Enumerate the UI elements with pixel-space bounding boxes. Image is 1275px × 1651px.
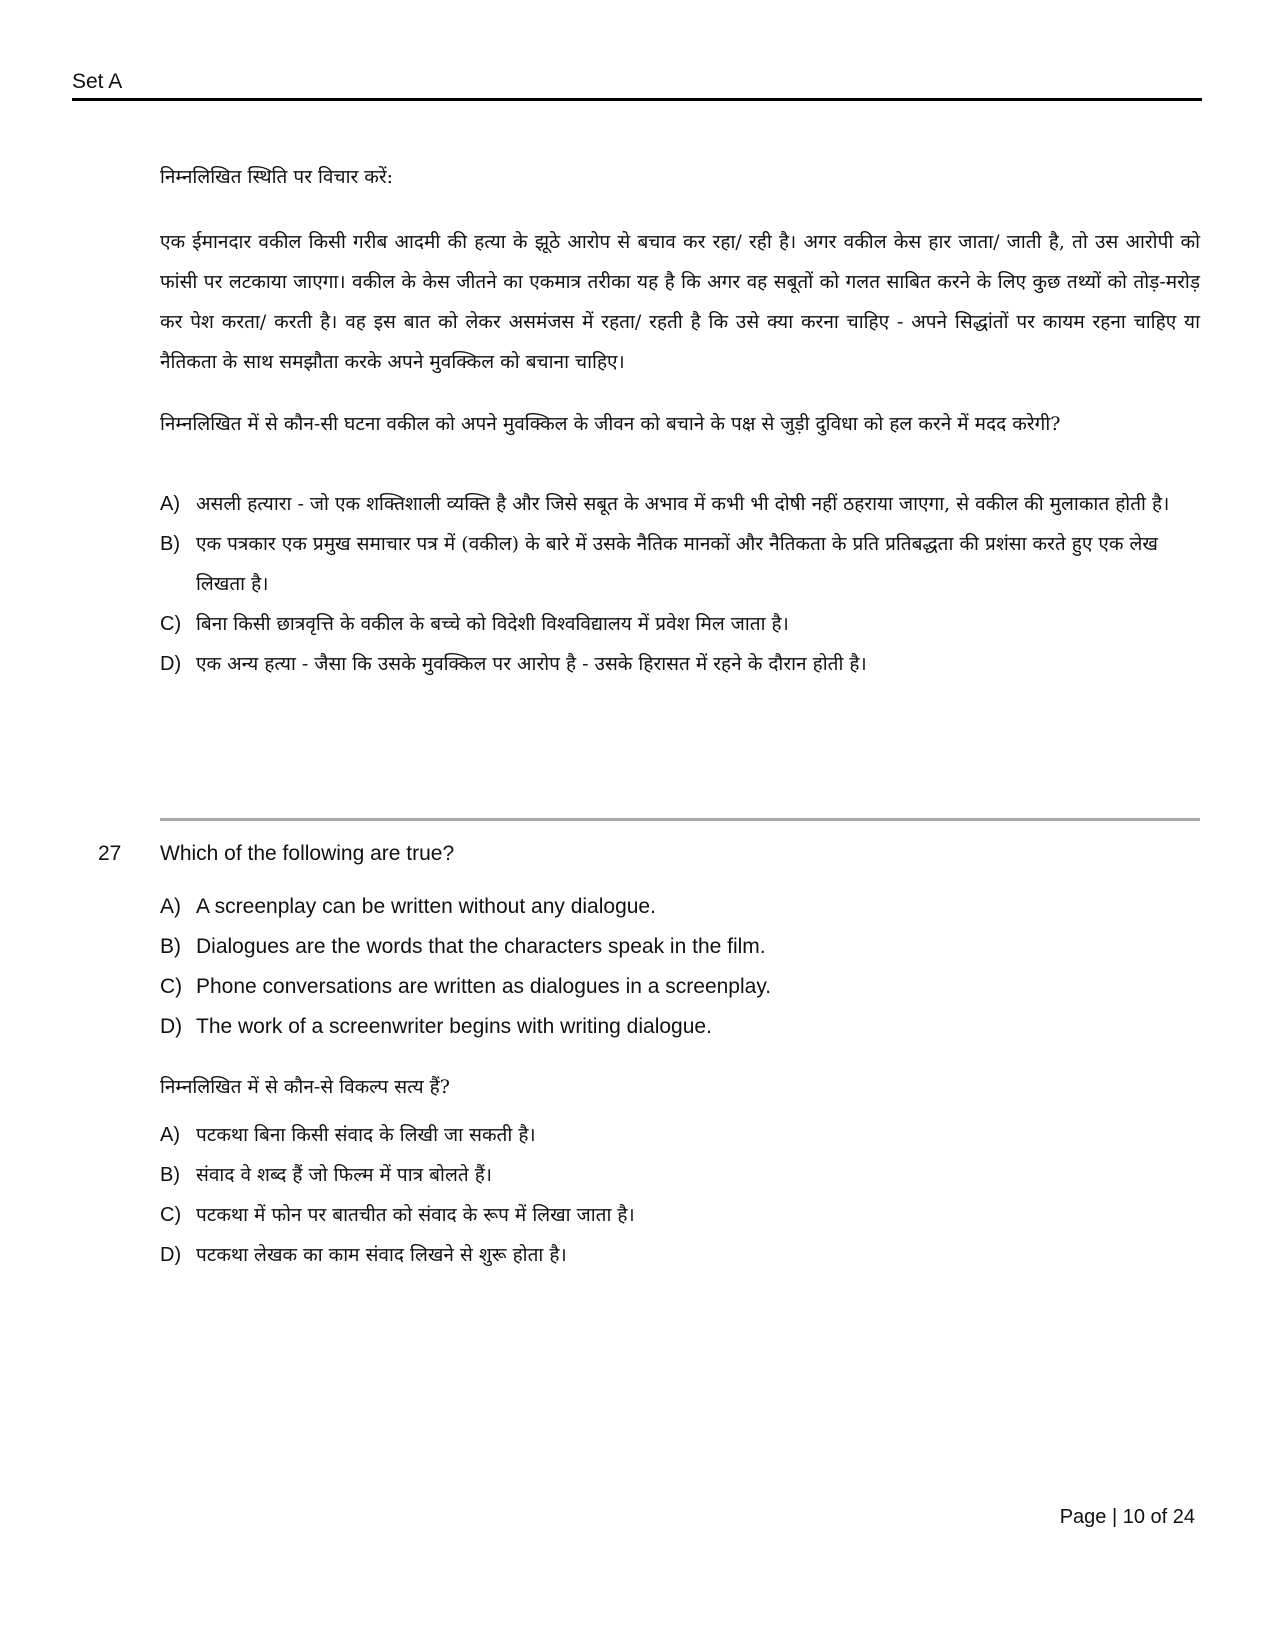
option-letter: A) bbox=[160, 493, 180, 515]
option-text: पटकथा में फोन पर बातचीत को संवाद के रूप में लिखा जाता है। bbox=[196, 1204, 635, 1226]
set-label: Set A bbox=[72, 70, 123, 93]
option-letter: D) bbox=[160, 653, 182, 675]
option-text: एक पत्रकार एक प्रमुख समाचार पत्र में (वकील) के बारे में उसके नैतिक मानकों और नैतिकता के प्रति प्रतिबद्धता की प्रशंसा करते हुए एक लेख लिखता है। bbox=[196, 533, 1158, 595]
option-d-hi[interactable] bbox=[160, 1235, 1208, 1275]
option-letter: C) bbox=[160, 613, 182, 635]
option-letter: C) bbox=[160, 1204, 182, 1226]
option-list-en bbox=[160, 887, 1208, 1047]
option-text: बिना किसी छात्रवृत्ति के वकील के बच्चे को विदेशी विश्वविद्यालय में प्रवेश मिल जाता है। bbox=[196, 613, 789, 635]
option-letter: D) bbox=[160, 1244, 182, 1266]
question-text: निम्नलिखित में से कौन-सी घटना वकील को अपने मुवक्किल के जीवन को बचाने के पक्ष से जुड़ी दुविधा को हल करने में मदद करेगी? bbox=[160, 413, 1061, 435]
question-text-en: Which of the following are true? bbox=[160, 842, 455, 865]
question-passage: एक ईमानदार वकील किसी गरीब आदमी की हत्या के झूठे आरोप से बचाव कर रहा/ रही है। अगर वकील केस हार जाता/ जाती है, तो उस आरोपी को फांसी पर लटकाया जाएगा। वकील के केस जीतने का एकमात्र तरीका यह है कि अगर वह सबूतों को गलत साबित करने के लिए कुछ तथ्यों को तोड़-मरोड़ कर पेश करता/ करती है। वह इस बात को लेकर असमंजस में रहता/ रहती है कि उसे क्या करना चाहिए - अपने सिद्धांतों पर कायम रहना चाहिए या नैतिकता के साथ समझौता करके अपने मुवक्किल को बचाना चाहिए। bbox=[160, 231, 1200, 373]
option-letter: D) bbox=[160, 1015, 183, 1038]
option-text: संवाद वे शब्द हैं जो फिल्म में पात्र बोलते हैं। bbox=[196, 1164, 492, 1186]
question-text-hi: निम्नलिखित में से कौन-से विकल्प सत्य हैं? bbox=[160, 1076, 450, 1098]
option-letter: A) bbox=[160, 1124, 180, 1146]
option-d-en[interactable] bbox=[160, 1007, 1208, 1047]
option-list bbox=[160, 484, 1200, 684]
option-letter: C) bbox=[160, 975, 183, 998]
option-c-en[interactable] bbox=[160, 967, 1208, 1007]
option-text: पटकथा बिना किसी संवाद के लिखी जा सकती है। bbox=[196, 1124, 536, 1146]
option-text: एक अन्य हत्या - जैसा कि उसके मुवक्किल पर आरोप है - उसके हिरासत में रहने के दौरान होती है। bbox=[196, 653, 867, 675]
option-c-hi[interactable] bbox=[160, 1195, 1208, 1235]
option-c[interactable] bbox=[160, 604, 1200, 644]
option-text: असली हत्यारा - जो एक शक्तिशाली व्यक्ति है और जिसे सबूत के अभाव में कभी भी दोषी नहीं ठहराया जाएगा, से वकील की मुलाकात होती है। bbox=[196, 493, 1170, 515]
option-b-hi[interactable] bbox=[160, 1155, 1208, 1195]
option-a-en[interactable] bbox=[160, 887, 1208, 927]
question-lead: निम्नलिखित स्थिति पर विचार करें: bbox=[160, 166, 394, 188]
question-27-hindi bbox=[160, 1067, 1208, 1275]
option-letter: B) bbox=[160, 533, 180, 555]
question-divider bbox=[160, 818, 1200, 821]
option-b-en[interactable] bbox=[160, 927, 1208, 967]
option-a-hi[interactable] bbox=[160, 1115, 1208, 1155]
question-27-block bbox=[98, 835, 1208, 1275]
option-b[interactable] bbox=[160, 524, 1200, 604]
option-text: The work of a screenwriter begins with writing dialogue. bbox=[196, 1015, 712, 1038]
option-text: Dialogues are the words that the characters speak in the film. bbox=[196, 935, 766, 958]
option-text: A screenplay can be written without any dialogue. bbox=[196, 895, 656, 918]
question-number: 27 bbox=[98, 842, 122, 865]
previous-question-block bbox=[160, 158, 1200, 684]
option-letter: A) bbox=[160, 895, 181, 918]
option-letter: B) bbox=[160, 935, 181, 958]
option-letter: B) bbox=[160, 1164, 180, 1186]
option-text: पटकथा लेखक का काम संवाद लिखने से शुरू होता है। bbox=[196, 1244, 567, 1266]
option-a[interactable] bbox=[160, 484, 1200, 524]
option-d[interactable] bbox=[160, 644, 1200, 684]
page-number: Page | 10 of 24 bbox=[1059, 1506, 1195, 1528]
option-text: Phone conversations are written as dialogues in a screenplay. bbox=[196, 975, 772, 998]
page-header bbox=[72, 70, 1202, 101]
